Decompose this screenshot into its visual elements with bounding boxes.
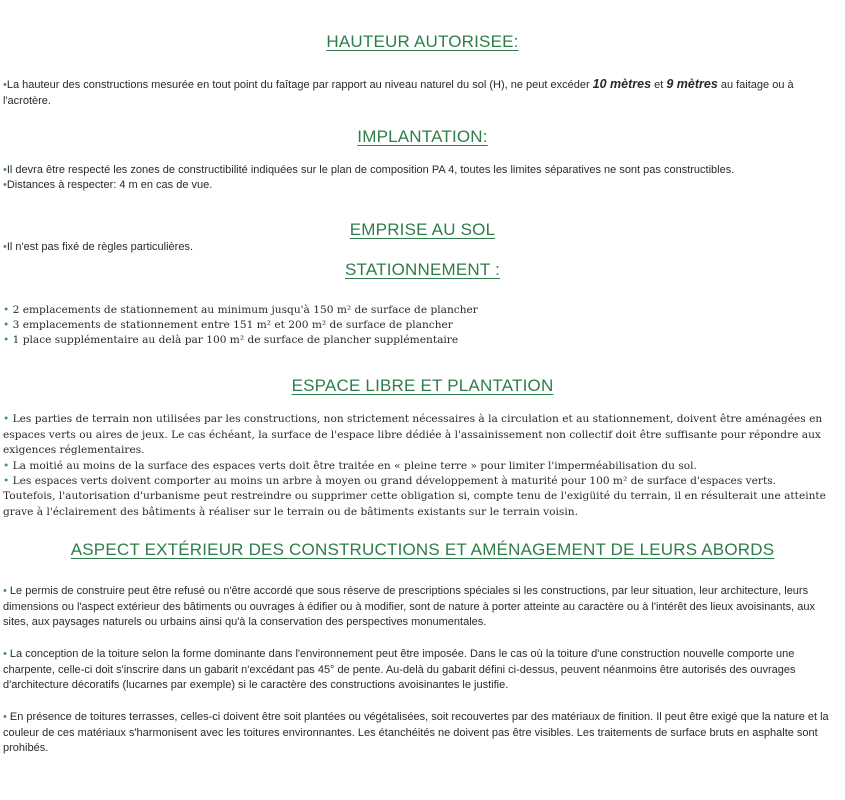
espace-paragraph-4: Toutefois, l'autorisation d'urbanisme peut restreindre ou supprimer cette obligation si, compte tenu de l'exigüité du terrain, il en résulterait une atteinte grave à l'éclairement des bâtiments à réaliser sur le terrain ou de bâtiments existants sur le terrain voisin. bbox=[3, 490, 826, 518]
list-item: • 1 place supplémentaire au delà par 100 m² de surface de plancher supplémentaire bbox=[3, 334, 459, 346]
list-item: •Distances à respecter: 4 m en cas de vue. bbox=[3, 179, 213, 191]
section-title-stationnement: STATIONNEMENT : bbox=[344, 260, 501, 279]
espace-paragraph-1: • Les parties de terrain non utilisées par les constructions, non strictement nécessaires à la circulation et au stationnement, doivent être aménagées en espaces verts ou aires de jeux. Le cas échéant, la surface de l'espace libre dédiée à l'assainissement non collectif doit être suffisante pour répondre aux exigences réglementaires. bbox=[3, 413, 823, 456]
section-title-implantation: IMPLANTATION: bbox=[357, 127, 488, 146]
height-value-1: 10 mètres bbox=[592, 77, 652, 91]
height-value-2: 9 mètres bbox=[666, 77, 718, 91]
bullet: • bbox=[3, 79, 7, 91]
list-item: •Il devra être respecté les zones de constructibilité indiquées sur le plan de composition PA 4, toutes les limites séparatives ne sont pas constructibles. bbox=[3, 164, 735, 176]
list-item: •Il n'est pas fixé de règles particulières. bbox=[3, 241, 193, 253]
aspect-paragraph-2: • La conception de la toiture selon la forme dominante dans l'environnement peut être imposée. Dans le cas où la toiture d'une construction nouvelle comporte une charpente, celle-ci doit s'inscrire dans un gabarit n'excédant pas 45° de pente. Au-delà du gabarit défini ci-dessus, peuvent néanmoins être autorisés des ouvrages d'architecture décoratifs (lucarnes par exemple) si le caractère des constructions avoisinantes le justifie. bbox=[3, 648, 796, 691]
list-item: • 3 emplacements de stationnement entre 151 m² et 200 m² de surface de plancher bbox=[3, 319, 453, 331]
list-item: • 2 emplacements de stationnement au minimum jusqu'à 150 m² de surface de plancher bbox=[3, 304, 478, 316]
section-title-emprise: EMPRISE AU SOL bbox=[349, 220, 496, 239]
espace-paragraph-3: • Les espaces verts doivent comporter au moins un arbre à moyen ou grand développement à maturité pour 100 m² de surface d'espaces verts. bbox=[3, 475, 777, 487]
section-title-espace-libre: ESPACE LIBRE ET PLANTATION bbox=[291, 376, 554, 395]
section-title-aspect-exterieur: ASPECT EXTÉRIEUR DES CONSTRUCTIONS ET AMÉNAGEMENT DE LEURS ABORDS bbox=[70, 540, 775, 559]
section-title-hauteur: HAUTEUR AUTORISEE: bbox=[326, 32, 519, 51]
aspect-paragraph-1: • Le permis de construire peut être refusé ou n'être accordé que sous réserve de prescriptions spéciales si les constructions, par leur situation, leur architecture, leurs dimensions ou l'aspect extérieur des bâtiments ou ouvrages à édifier ou à modifier, sont de nature à porter atteinte au caractère ou à l'intérêt des lieux avoisinants, aux sites, aux paysages naturels ou urbains ainsi qu'à la conservation des perspectives monumentales. bbox=[3, 585, 815, 628]
espace-paragraph-2: • La moitié au moins de la surface des espaces verts doit être traitée en « pleine terre » pour limiter l'imperméabilisation du sol. bbox=[3, 460, 697, 472]
hauteur-paragraph: •La hauteur des constructions mesurée en tout point du faîtage par rapport au niveau naturel du sol (H), ne peut excéder 10 mètres et 9 mètres au faitage ou à l'acrotère. bbox=[3, 77, 794, 107]
aspect-paragraph-3: • En présence de toitures terrasses, celles-ci doivent être soit plantées ou végétalisées, soit recouvertes par des matériaux de finition. Il peut être exigé que la nature et la couleur de ces matériaux s'harmonisent avec les toitures environnantes. Les étanchéités ne doivent pas être visibles. Les traitements de surface bruts en asphalte sont prohibés. bbox=[3, 711, 829, 754]
